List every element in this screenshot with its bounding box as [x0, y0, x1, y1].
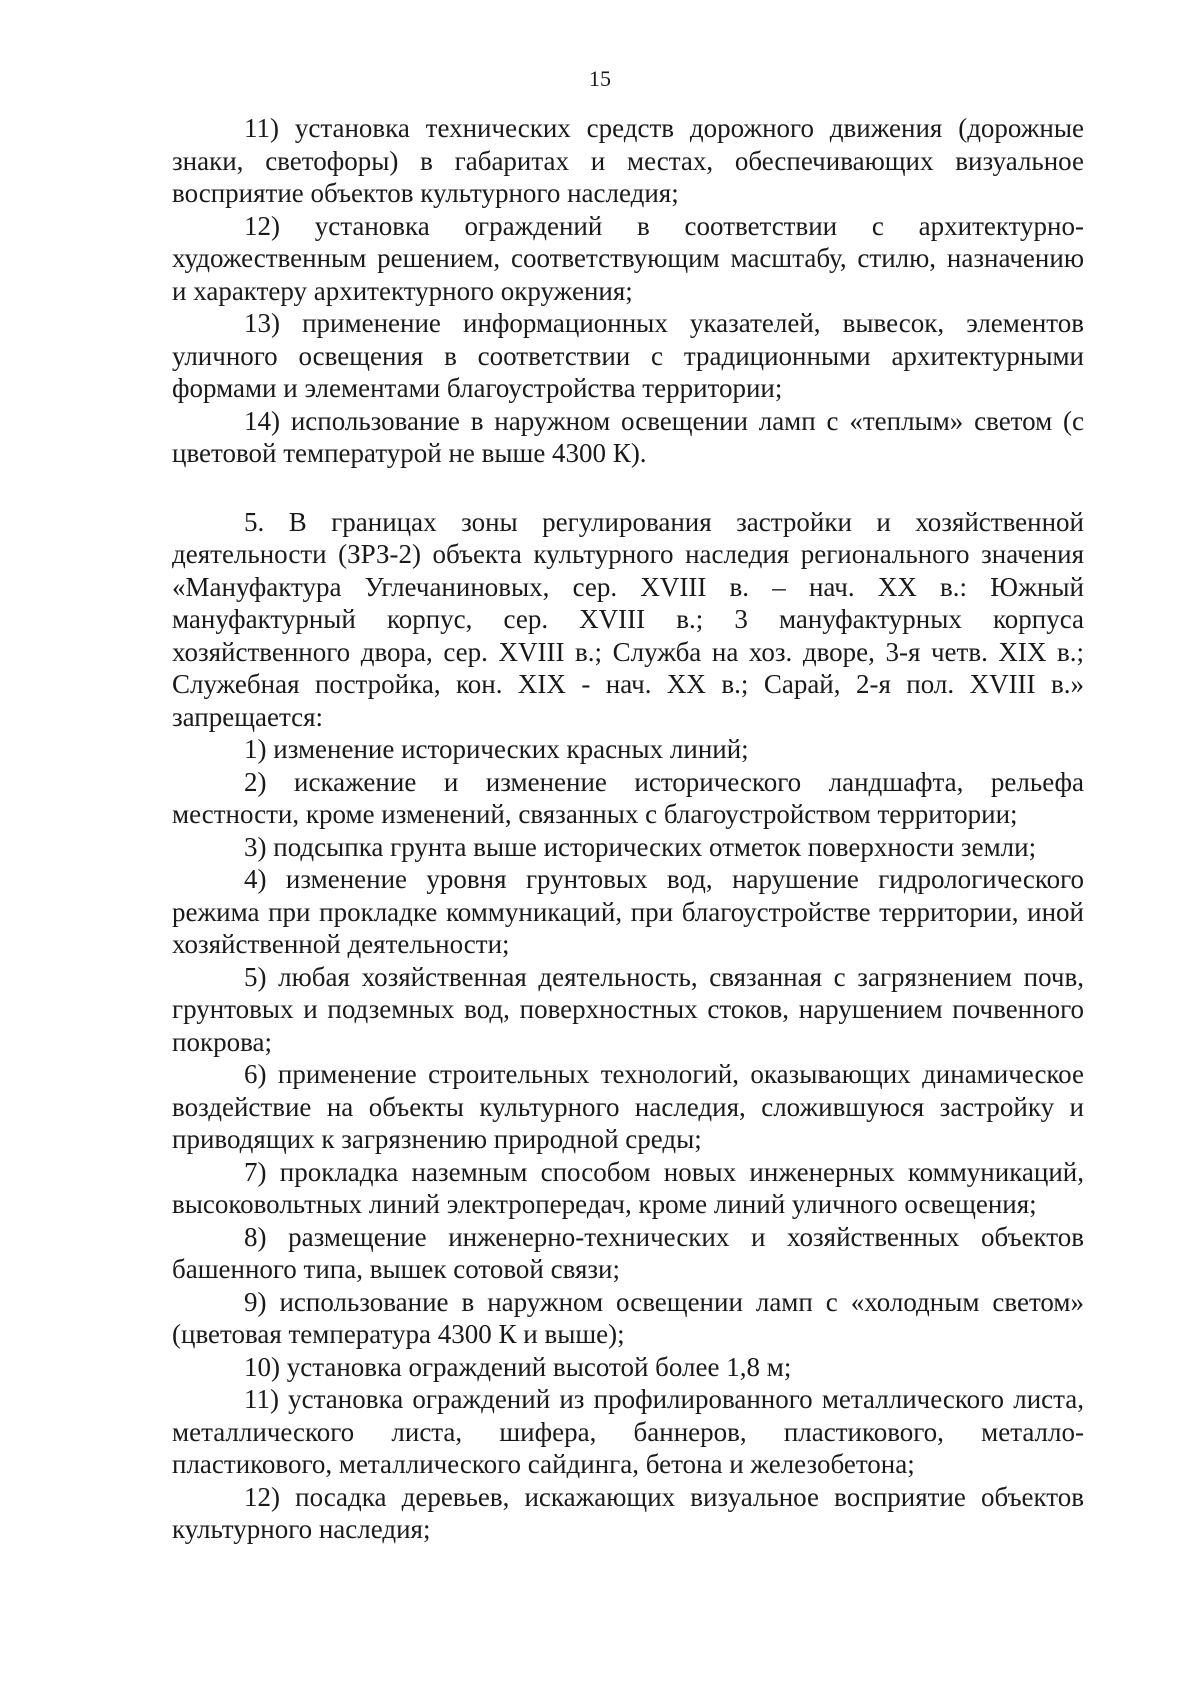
list-item: 11) установка ограждений из профилированного металлического листа, металлического листа, шифера, баннеров, пластикового, металло-пластикового, металлического сайдинга, бетона и железобетона;	[172, 1384, 1084, 1479]
section-5-intro: 5. В границах зоны регулирования застройки и хозяйственной деятельности (ЗРЗ-2) объекта культурного наследия регионального значения «Мануфактура Углечаниновых, сер. XVIII в. – нач. XX в.: Южный мануфактурный корпус, сер. XVIII в.; 3 мануфактурных корпуса хозяйственного двора, сер. XVIII в.; Служба на хоз. дворе, 3-я четв. XIX в.; Служебная постройка, кон. XIX - нач. XX в.; Сарай, 2-я пол. XVIII в.» запрещается:	[172, 506, 1084, 732]
list-item: 11) установка технических средств дорожного движения (дорожные знаки, светофоры) в габаритах и местах, обеспечивающих визуальное восприятие объектов культурного наследия;	[172, 113, 1084, 208]
document-body	[172, 112, 1084, 1546]
list-item: 8) размещение инженерно-технических и хозяйственных объектов башенного типа, вышек сотовой связи;	[172, 1221, 1084, 1284]
list-item: 1) изменение исторических красных линий;	[244, 734, 749, 764]
list-item: 12) посадка деревьев, искажающих визуальное восприятие объектов культурного наследия;	[172, 1481, 1084, 1544]
list-item: 12) установка ограждений в соответствии с архитектурно-художественным решением, соответствующим масштабу, стилю, назначению и характеру архитектурного окружения;	[172, 210, 1084, 306]
list-item: 10) установка ограждений высотой более 1,8 м;	[244, 1351, 792, 1382]
list-item: 6) применение строительных технологий, оказывающих динамическое воздействие на объекты культурного наследия, сложившуюся застройку и приводящих к загрязнению природной среды;	[172, 1059, 1084, 1154]
section-spacer	[172, 470, 1084, 506]
list-item: 3) подсыпка грунта выше исторических отметок поверхности земли;	[244, 831, 1037, 862]
page-number: 15	[589, 66, 611, 91]
list-item: 14) использование в наружном освещении ламп с «теплым» светом (с цветовой температурой не выше 4300 К).	[172, 405, 1084, 468]
list-item: 5) любая хозяйственная деятельность, связанная с загрязнением почв, грунтовых и подземных вод, поверхностных стоков, нарушением почвенного покрова;	[172, 961, 1084, 1057]
list-item: 4) изменение уровня грунтовых вод, нарушение гидрологического режима при прокладке коммуникаций, при благоустройстве территории, иной хозяйственной деятельности;	[172, 864, 1084, 959]
list-item: 13) применение информационных указателей, вывесок, элементов уличного освещения в соответствии с традиционными архитектурными формами и элементами благоустройства территории;	[172, 308, 1084, 403]
list-item: 2) искажение и изменение исторического ландшафта, рельефа местности, кроме изменений, связанных с благоустройством территории;	[172, 766, 1084, 829]
list-item: 7) прокладка наземным способом новых инженерных коммуникаций, высоковольтных линий электропередач, кроме линий уличного освещения;	[172, 1156, 1084, 1219]
list-item: 9) использование в наружном освещении ламп с «холодным светом» (цветовая температура 4300 К и выше);	[172, 1286, 1084, 1349]
